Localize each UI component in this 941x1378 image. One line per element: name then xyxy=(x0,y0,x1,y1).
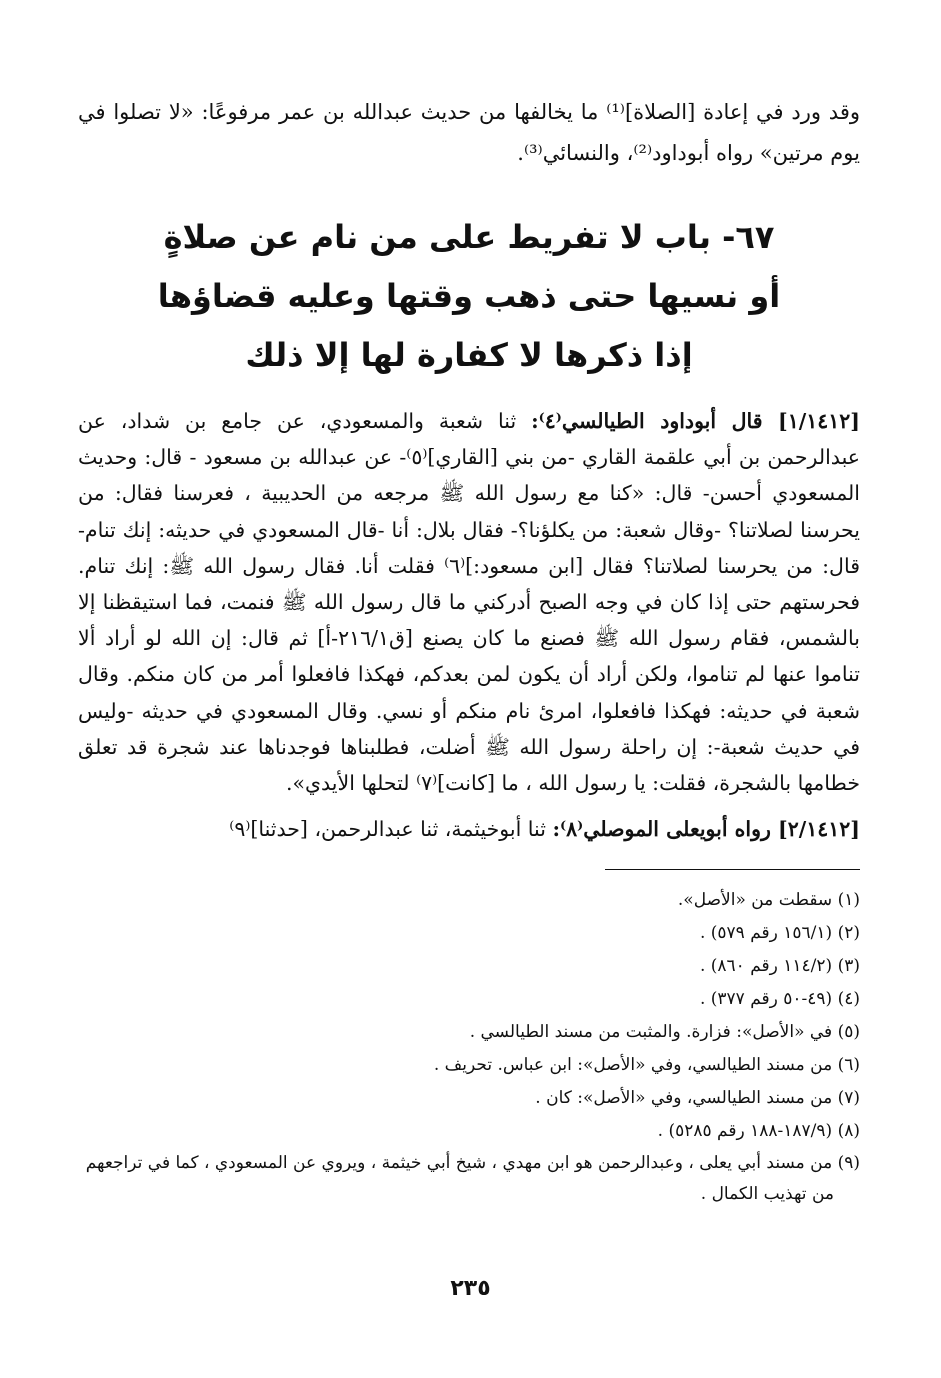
footnote-item: (٤) (٤٩-٥٠ رقم ٣٧٧) . xyxy=(699,989,860,1010)
intro-paragraph: وقد ورد في إعادة [الصلاة]⁽¹⁾ ما يخالفها من حديث عبدالله بن عمر مرفوعًا: «لا تصلوا في يوم مرتين» رواه أبوداود⁽²⁾، والنسائي⁽³⁾. xyxy=(78,100,860,165)
hadith-text-1: ثنا شعبة والمسعودي، عن جامع بن شداد، عن عبدالرحمن بن أبي علقمة القاري -من بني [القاري]⁽٥⁾- عن عبدالله بن مسعود - قال: وحديث المسعودي أحسن- قال: «كنا مع رسول الله ﷺ مرجعه من الحديبية ، فعرسنا فقال: من يحرسنا لصلاتنا؟ -وقال شعبة: من يكلؤنا؟- فقال بلال: أنا -قال المسعودي في حديثه: إنك تنام- قال: من يحرسنا لصلاتنا؟ فقال [ابن مسعود:]⁽٦⁾ فقلت أنا. فقال رسول الله ﷺ: إنك تنام. فحرستهم حتى إذا كان في وجه الصبح أدركني ما قال رسول الله ﷺ فنمت، فما استيقظنا إلا بالشمس، فقام رسول الله ﷺ فصنع ما كان يصنع [ق٢١٦/١-أ] ثم قال: إن الله لو أراد ألا تناموا عنها لم تناموا، ولكن أراد أن يكون لمن بعدكم، فهكذا فافعلوا أمر من كان منكم. وقال شعبة في حديثه: فهكذا فافعلوا، امرئ نام منكم أو نسي. وقال المسعودي في حديثه -وليس في حديث شعبة-: إن راحلة رسول الله ﷺ أضلت، فطلبناها فوجدناها عند شجرة قد تعلق خطامها بالشجرة، فقلت: يا رسول الله ، ما [كانت]⁽٧⁾ لتحلها الأيدي». xyxy=(78,409,860,796)
footnote-item: (١) سقطت من «الأصل». xyxy=(677,890,860,911)
footnote-item: (٣) (١١٤/٢ رقم ٨٦٠) . xyxy=(699,956,860,977)
footnote-item: (٢) (١٥٦/١ رقم ٥٧٩) . xyxy=(699,923,860,944)
page-number: ٢٣٥ xyxy=(450,1276,491,1301)
chapter-heading-line-1: ٦٧- باب لا تفريط على من نام عن صلاةٍ xyxy=(163,218,775,256)
chapter-heading xyxy=(78,208,860,385)
hadith-reference-1: [١/١٤١٢] قال أبوداود الطيالسي⁽٤⁾: xyxy=(531,409,860,433)
page-body xyxy=(78,92,860,1210)
footnote-item: (٨) (١٨٧/٩-١٨٨ رقم ٥٢٨٥) . xyxy=(657,1121,860,1142)
hadith-paragraph-2 xyxy=(78,811,860,847)
footnote-item: (٥) في «الأصل»: فزارة. والمثبت من مسند الطيالسي . xyxy=(469,1022,860,1043)
chapter-heading-line-3: إذا ذكرها لا كفارة لها إلا ذلك xyxy=(245,336,693,374)
hadith-reference-2: [٢/١٤١٢] رواه أبويعلى الموصلي⁽٨⁾: xyxy=(552,817,860,842)
footnotes-list xyxy=(78,884,860,1210)
hadith-text-2: ثنا أبوخيثمة، ثنا عبدالرحمن، [حدثنا]⁽٩⁾ xyxy=(229,817,553,842)
chapter-heading-line-2: أو نسيها حتى ذهب وقتها وعليه قضاؤها xyxy=(157,277,781,315)
hadith-paragraph-1 xyxy=(78,403,860,801)
footnote-divider xyxy=(605,869,860,870)
footnote-item: (٦) من مسند الطيالسي، وفي «الأصل»: ابن عباس. تحريف . xyxy=(433,1055,860,1076)
footnote-item: (٩) من مسند أبي يعلى ، وعبدالرحمن هو ابن مهدي ، شيخ أبي خيثمة ، ويروي عن المسعودي ، كما في تراجعهم من تهذيب الكمال . xyxy=(85,1153,860,1205)
footnote-item: (٧) من مسند الطيالسي، وفي «الأصل»: كان . xyxy=(535,1088,860,1109)
